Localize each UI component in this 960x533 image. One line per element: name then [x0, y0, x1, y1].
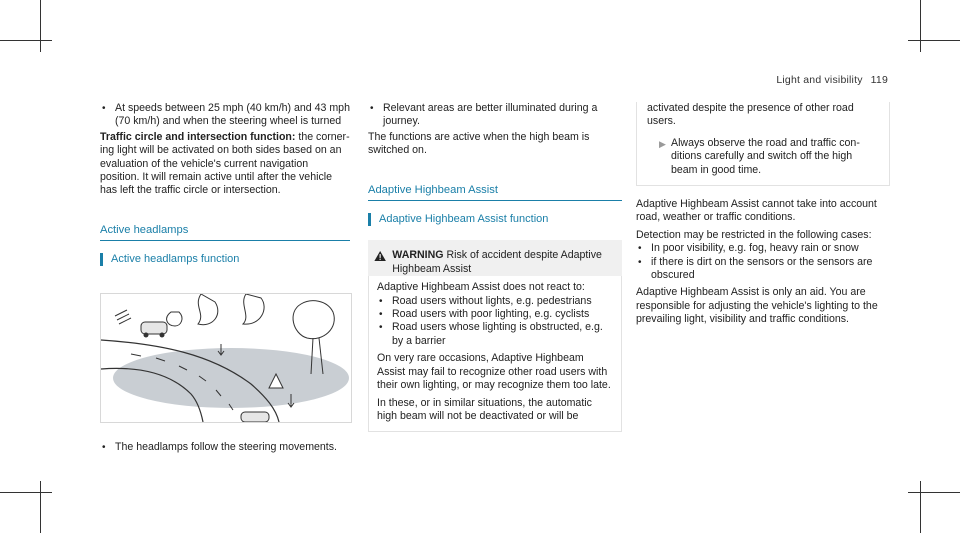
warning-header: [368, 240, 622, 276]
crop-mark: [920, 481, 921, 533]
subsection-title-active-headlamps: [100, 253, 350, 266]
crop-mark: [40, 481, 41, 533]
crop-mark: [0, 40, 52, 41]
crop-mark: [908, 40, 960, 41]
arrow-instruction: [647, 137, 879, 177]
warning-paragraph-automatic: In these, or in similar situations, the automatic high beam will not be deactivated or will be: [377, 396, 592, 422]
traffic-circle-paragraph: [100, 131, 350, 198]
warning-paragraph-rare: On very rare occasions, Adaptive Highbeam Assist may fail to recognize other road users with their own lighting, or may recognize them too late.: [377, 352, 611, 392]
subsection-label: Adaptive Highbeam Assist function: [379, 213, 549, 226]
subsection-title-highbeam-function: [368, 213, 622, 226]
warning-item: • Road users with poor lighting, e.g. cyclists: [377, 308, 613, 321]
subsection-marker: [368, 213, 371, 226]
subsection-marker: [100, 253, 103, 266]
section-title-highbeam-assist: Adaptive Highbeam Assist: [368, 184, 622, 201]
warning-label: WARNING: [392, 249, 444, 262]
running-header: [776, 74, 888, 86]
traffic-circle-text: the cornering light will be activated on both sides based on an evaluation of the vehicle's current navigation position. It will remain active until after the vehicle has left the traffic circle or intersection.: [100, 130, 350, 197]
warning-content: [368, 276, 622, 432]
warning-continuation-box: [636, 102, 890, 186]
detection-item: • if there is dirt on the sensors or the sensors are obscured: [636, 256, 890, 283]
header-section-title: Light and visibility: [776, 74, 863, 86]
bullet-speed: • At speeds between 25 mph (40 km/h) and 43 mph (70 km/h) and when the steering wheel is turned: [100, 102, 350, 129]
cannot-account-text: Adaptive Highbeam Assist cannot take into account road, weather or traffic conditions.: [636, 198, 877, 224]
crop-mark: [908, 492, 960, 493]
bullet-relevant-areas: • Relevant areas are better illuminated during a journey.: [368, 102, 622, 129]
detection-text: Detection may be restricted in the following cases:: [636, 228, 872, 241]
road-curve-illustration: [101, 294, 351, 422]
arrow-right-icon: ▶: [659, 138, 666, 149]
traffic-circle-label: Traffic circle and intersection function:: [100, 130, 296, 143]
subsection-label: Active headlamps function: [111, 253, 240, 266]
warning-title: Risk of accident despite Adaptive Highbeam Assist: [392, 249, 602, 275]
crop-mark: [0, 492, 52, 493]
warning-box: [368, 240, 622, 276]
warning-triangle-icon: [374, 249, 386, 263]
arrow-instruction-text: Always observe the road and traffic conditions carefully and switch off the high beam in good time.: [671, 136, 860, 176]
functions-active-text: The functions are active when the high beam is switched on.: [368, 130, 590, 157]
warning-heading: [392, 249, 616, 276]
detection-item: • In poor visibility, e.g. fog, heavy rain or snow: [636, 242, 890, 255]
crop-mark: [40, 0, 41, 52]
section-title-active-headlamps: Active headlamps: [100, 224, 350, 241]
warning-item: • Road users whose lighting is obstructed, e.g. by a barrier: [377, 321, 613, 348]
column-middle: [368, 102, 622, 432]
bullet-follow: • The headlamps follow the steering movements.: [100, 441, 350, 454]
headlamps-illustration: [100, 293, 352, 423]
aid-responsibility-text: Adaptive Highbeam Assist is only an aid. You are responsible for adjusting the vehicle's lighting to the prevailing light, visibility and traffic conditions.: [636, 286, 878, 326]
warning-item: • Road users without lights, e.g. pedestrians: [377, 295, 613, 308]
warning-intro: Adaptive Highbeam Assist does not react to:: [377, 281, 585, 294]
warning-continued-text: activated despite the presence of other road users.: [647, 102, 854, 128]
column-left: [100, 102, 350, 454]
crop-mark: [920, 0, 921, 52]
page-number: 119: [870, 74, 888, 86]
column-right: [636, 102, 890, 327]
